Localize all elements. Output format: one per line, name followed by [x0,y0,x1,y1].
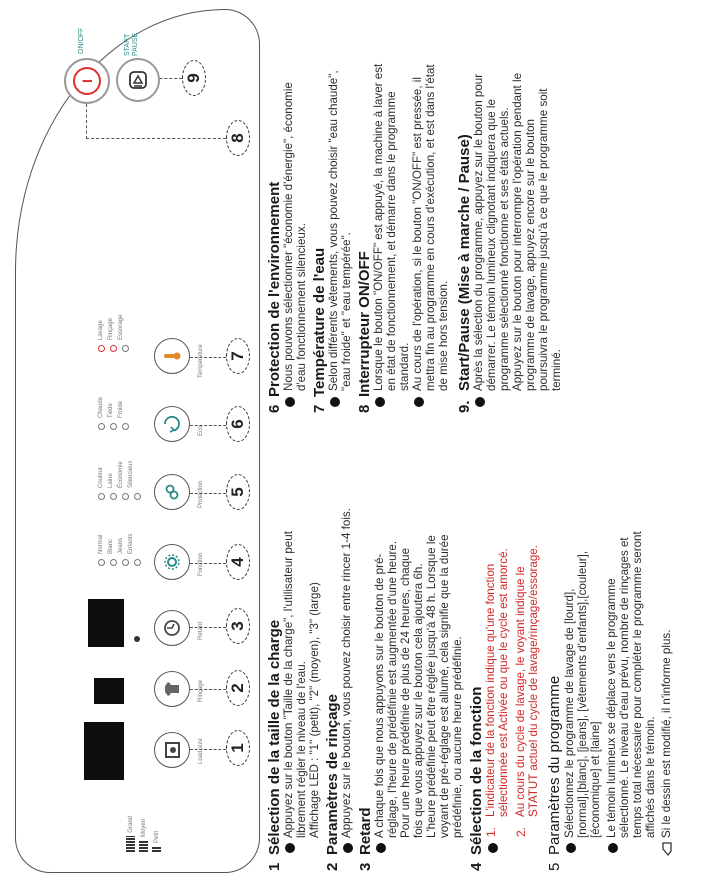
power-icon: I [73,67,101,95]
section-5-bullet-1: Sélectionnez le programme de lavage de [lourd], [normal],[blanc], [jeans], [vêtements d'enfants],[couleur], [économique] et [laine] [563,550,602,838]
rinse-display [94,678,124,704]
start-pause-button[interactable] [116,58,160,102]
section-9-title: 9.Start/Pause (Mise à marche / Pause) [456,134,473,413]
section-3-title: 3Retard [357,807,374,871]
load-size-button[interactable] [154,732,190,768]
function-button-label: Fonction [198,552,204,576]
section-6-title: 6Protection de l'environnement [266,181,283,413]
section-5-bullet-2: Le témoin lumineux se déplace vers le programme sélectionné. Le niveau d'eau prévu, nombre de rinçages et temps total nécessaire pour compléter le programme seront affichés dans le témoin. [605,531,657,838]
hand-icon [660,841,679,857]
temperature-button[interactable] [154,338,190,374]
bullet [285,843,295,853]
section-8-bullet-2: Au cours de l'opération, si le bouton "ON/OFF" est pressée, il mettra fin au programme en cours d'exécution, et est dans l'état de mise hors tension. [411,64,450,391]
control-panel [15,9,260,873]
bullet [566,843,576,853]
load-display [84,722,124,780]
bullet [376,843,386,853]
section-4-title: 4Sélection de la fonction [468,686,485,871]
eco-button[interactable] [154,406,190,442]
delay-button-label: Retard [198,621,204,640]
function-button[interactable] [154,544,190,580]
bullet [488,843,498,853]
program-button-label: Protection [198,480,204,508]
bullet [414,397,424,407]
section-8-title: 8Interrupteur ON/OFF [356,251,373,413]
section-3-text: A chaque fois que nous appuyons sur le bouton de pré- réglage, l'heure de prédéfinie est augmentée d'une heure. Pour une heure prédéfinie de plus de 24 heures, chaque fois que vous appuyez sur le bouton cela ajoutera 6h. L'heure prédéfinie peut être réglée jusqu'à 48 h. Lorsque le voyant de pré-réglage est allumé, cela signifie que la durée prédéfinie, ou aucune heure prédéfinie. [373,534,464,838]
callout-4: 4 [226,544,250,580]
section-5-note: Si le dessin est modifié, il n'informe plus. [660,629,673,838]
clock-icon [162,618,182,638]
thermometer-icon [162,346,182,366]
section-1-title: 1Sélection de la taille de la charge [266,619,283,871]
shirt-icon [162,679,182,699]
eco-button-label: Eco [198,425,204,436]
section-7-title: 7Température de l'eau [311,247,328,413]
bullet [330,397,340,407]
load-button-label: Load size [198,738,204,764]
rinse-button-label: Rinçage [198,679,204,702]
bullet [475,397,485,407]
section-8-bullet-1: Lorsque le bouton "ON/OFF" est appuyé, la machine à laver est en état de fonctionnement, et démarre dans le programme standard. [372,63,411,391]
led-column-1 [98,558,146,566]
gear-icon [162,552,182,572]
section-4-item-2: Au cours du cycle de lavage, le voyant indique le STATUT actuel du cycle de lavage/rinçage/essorage. [514,545,540,817]
load-size-legend: Grand Moyen Petit [126,816,161,852]
led-labels-2: Couleur Laine Économie Silencieux [98,460,134,488]
callout-9: 9 [182,60,206,96]
section-4-item-1: L'indicateur de la fonction indique qu'une fonction sélectionnée est Activée ou que le cycle est amorcé. [484,548,510,817]
section-5-title: 5Paramètres du programme [546,675,563,871]
start-pause-label: START PAUSE [124,32,139,56]
section-6-text: Nous pouvons sélectionner "économie d'énergie", économie d'eau fonctionnement silencieux. [282,82,308,391]
led-column-3 [98,422,134,430]
callout-2: 2 [226,670,250,706]
bullet [343,843,353,853]
led-labels-1: Normal Blanc Jeans Enfants [98,533,134,554]
section-1-text: Appuyez sur le bouton "Taille de la charge", l'utilisateur peut librement régler le niveau de l'eau. Affichage LED : "1" (petit), "2" (moyen), "3" (large) [282,531,321,838]
rinse-button[interactable] [154,671,190,707]
section-2-title: 2Paramètres de rinçage [324,694,341,871]
bullet [608,843,618,853]
section-2-text: Appuyez sur le bouton, vous pouvez choisir entre rincer 1-4 fois. [340,508,353,838]
callout-1: 1 [226,730,250,766]
bullet [375,397,385,407]
section-7-text: Selon différents vêtements, vous pouvez choisir "eau chaude", "eau froide" et "eau tempérée". [327,70,353,391]
play-pause-icon [127,69,149,91]
recycle-icon [162,414,182,434]
program-icon [162,482,182,502]
led-labels-3: Chaude Tiède Froide [98,396,124,418]
delay-indicator [134,636,140,642]
power-button[interactable] [64,58,110,104]
power-label: ON/OFF [78,27,85,54]
callout-5: 5 [226,474,250,510]
callout-6: 6 [226,406,250,442]
callout-8: 8 [226,120,250,156]
delay-display [88,599,124,647]
bullet [285,397,295,407]
section-9-text: Après la sélection du programme, appuyez sur le bouton pour démarrer. Le témoin lumineux clignotant indiquera que le programme sélectionné fonctionne et ses états actuels. Appuyez sur le bouton pour interrompre l'opération pendant le programme de lavage, appuyez encore sur le bouton poursuivra le programme jusqu'à ce que le programme soit terminé. [472,72,563,391]
program-button[interactable] [154,474,190,510]
rotated-page: Grand Moyen Petit Load size Rinçage Retard Fonction Protection Eco Température Normal Blanc Jeans Enfants Couleur Laine Économie Silencieux Chaude Tiède Froide Lavage Rinçage Essorage 1 2 3 4 5 6 7 8 9 I ON/OFF START PAUSE 1Sélection de la taille de la charge Appuyez sur le bouton "Taille de la charge", l'utilisateur peut librement régler le niveau de l'eau. Affichage LED : "1" (petit), "2" (moyen), "3" (large) 2Paramètres de rinçage Appuyez sur le bouton, vous pouvez choisir entre rincer 1-4 fois. 3Retard A chaque fois que nous appuyons sur le bouton de pré- réglage, l'heure de prédéfinie est augmentée d'une heure. Pour une heure prédéfinie de plus de 24 heures, chaque fois que vous appuyez sur le bouton cela ajoutera 6h. L'heure prédéfinie peut être réglée jusqu'à 48 h. Lorsque le voyant de pré-réglage est allumé, cela signifie que la durée prédéfinie, ou aucune heure prédéfinie. 4Sélection de la fonction 1. L'indicateur de la fonction indique qu'une fonction sélectionnée est Activée ou que le cycle est amorcé. 2. Au cours du cycle de lavage, le voyant indique le STATUT actuel du cycle de lavage/rinçage/essorage. 5Paramètres du programme Sélectionnez le programme de lavage de [lourd], [normal],[blanc], [jeans], [vêtements d'enfants],[couleur], [économique] et [laine] Le témoin lumineux se déplace vers le programme sélectionné. Le niveau d'eau prévu, nombre de rinçages et temps total nécessaire pour compléter le programme seront affichés dans le témoin. Si le dessin est modifié, il n'informe plus. 6Protection de l'environnement Nous pouvons sélectionner "économie d'énergie", économie d'eau fonctionnement silencieux. 7Température de l'eau Selon différents vêtements, vous pouvez choisir "eau chaude", "eau froide" et "eau tempérée". 8Interrupteur ON/OFF Lorsque le bouton "ON/OFF" est appuyé, la machine à laver est en état de fonctionnement, et démarre dans le programme standard. Au cours de l'opération, si le bouton "ON/OFF" est pressée, il mettra fin au programme en cours d'exécution, et est dans l'état de mise hors tension. 9.Start/Pause (Mise à marche / Pause) Après la sélection du programme, appuyez sur le bouton pour démarrer. Le témoin lumineux clignotant indiquera que le programme sélectionné fonctionne et ses états actuels. Appuyez sur le bouton pour interrompre l'opération pendant le programme de lavage, appuyez encore sur le bouton poursuivra le programme jusqu'à ce que le programme soit terminé. [0,0,709,893]
led-labels-4: Lavage Rinçage Essorage [98,314,124,340]
callout-3: 3 [226,608,250,644]
led-column-2 [98,492,146,500]
temp-button-label: Température [198,344,204,378]
delay-button[interactable] [154,610,190,646]
load-icon [162,740,182,760]
callout-7: 7 [226,338,250,374]
led-column-4 [98,344,134,352]
